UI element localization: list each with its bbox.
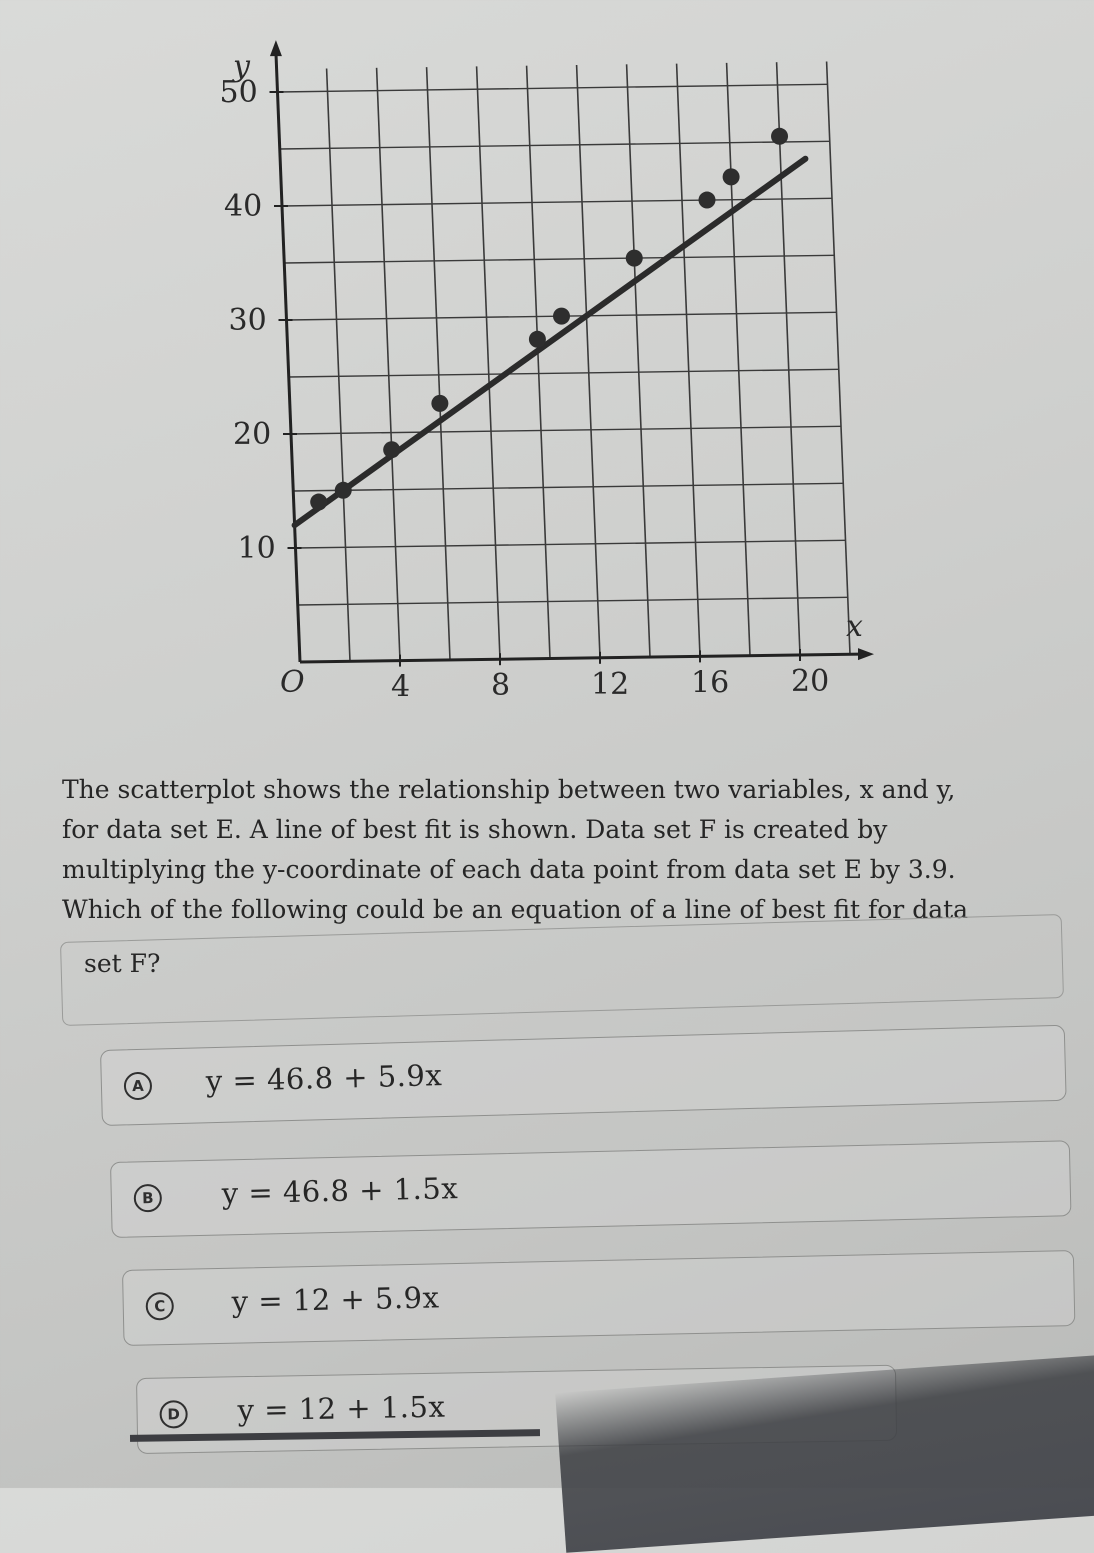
grid-line-horizontal <box>280 141 830 149</box>
grid-line-vertical <box>377 68 400 661</box>
x-tick-label: 16 <box>691 665 730 701</box>
grid-line-horizontal <box>296 540 846 548</box>
data-point <box>699 192 716 209</box>
grid-line-vertical <box>427 67 450 660</box>
x-tick-label: 8 <box>491 668 511 704</box>
x-tick-label: 12 <box>591 666 630 702</box>
data-point <box>383 441 400 458</box>
choice-b[interactable] <box>110 1140 1071 1238</box>
x-axis-label: x <box>846 609 863 644</box>
y-tick-label: 50 <box>219 75 258 110</box>
grid-line-horizontal <box>291 426 841 434</box>
scatterplot-figure <box>0 0 1094 760</box>
grid-line-vertical <box>777 62 800 655</box>
choice-b-equation: y = 46.8 + 1.5x <box>221 1171 459 1211</box>
question-line: Which of the following could be an equation of a line of best fit for data <box>62 895 969 924</box>
data-point <box>723 168 740 185</box>
best-fit-line <box>295 159 806 525</box>
data-point <box>310 494 327 511</box>
question-line: set F? <box>84 949 161 978</box>
x-axis-line <box>300 654 860 662</box>
x-tick-label: 4 <box>391 669 411 705</box>
y-tick-label: 30 <box>228 303 267 338</box>
question-line: The scatterplot shows the relationship between two variables, x and y, <box>62 775 956 804</box>
choice-b-letter: B <box>134 1184 163 1213</box>
grid-line-horizontal <box>298 597 848 605</box>
grid-line-vertical <box>577 65 600 658</box>
data-point <box>431 395 448 412</box>
x-axis-arrow <box>858 648 874 660</box>
y-axis-arrow <box>270 40 282 56</box>
best-fit-line-group <box>295 159 806 525</box>
origin-label: O <box>280 665 305 700</box>
grid-line-vertical <box>827 62 850 655</box>
grid-line-vertical <box>727 63 750 656</box>
choice-c-equation: y = 12 + 5.9x <box>231 1280 440 1319</box>
choice-a-equation: y = 46.8 + 5.9x <box>205 1058 443 1099</box>
data-point <box>529 331 546 348</box>
question-line: multiplying the y-coordinate of each data point from data set E by 3.9. <box>62 855 956 884</box>
data-point <box>335 482 352 499</box>
data-point <box>771 128 788 145</box>
choice-c[interactable] <box>122 1250 1075 1346</box>
x-tick-label: 20 <box>791 664 830 699</box>
grid-line-vertical <box>327 69 350 662</box>
grid-line-horizontal <box>289 369 839 377</box>
chart-tick-labels <box>220 75 830 705</box>
chart-grid <box>278 62 851 662</box>
grid-line-vertical <box>627 64 650 657</box>
question-line: for data set E. A line of best fit is shown. Data set F is created by <box>62 815 888 844</box>
choice-a-letter: A <box>124 1072 153 1101</box>
grid-line-vertical <box>677 64 700 657</box>
y-tick-label: 40 <box>224 189 263 224</box>
y-axis-line <box>276 52 300 662</box>
data-point <box>626 250 643 267</box>
y-tick-label: 10 <box>237 531 276 566</box>
choice-d-equation: y = 12 + 1.5x <box>237 1389 446 1428</box>
grid-line-vertical <box>527 66 550 659</box>
choice-a[interactable] <box>100 1025 1067 1126</box>
y-axis-label: y <box>233 49 250 84</box>
choice-c-letter: C <box>145 1292 174 1321</box>
grid-line-vertical <box>477 66 500 659</box>
y-tick-label: 20 <box>233 417 272 452</box>
data-point <box>553 308 570 325</box>
choice-d-letter: D <box>159 1400 187 1428</box>
grid-line-horizontal <box>278 84 828 92</box>
grid-line-horizontal <box>293 483 843 491</box>
grid-line-horizontal <box>284 255 834 263</box>
